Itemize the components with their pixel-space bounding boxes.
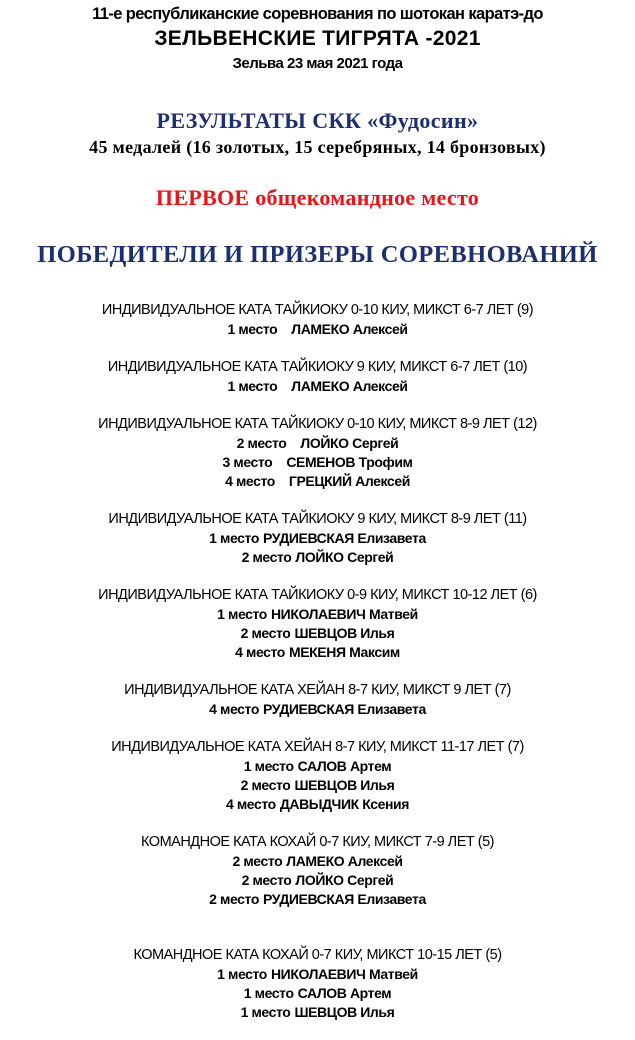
results-heading: РЕЗУЛЬТАТЫ СКК «Фудосин» (156, 108, 479, 133)
events-list (0, 300, 635, 1040)
winner-place: 1 место (227, 378, 278, 394)
winner-row (0, 852, 635, 871)
winner-place: 1 место (217, 606, 267, 622)
event-title: ИНДИВИДУАЛЬНОЕ КАТА ХЕЙАН 8-7 КИУ, МИКСТ 11-17 ЛЕТ (7) (111, 739, 524, 755)
competition-subtitle: 11-е республиканские соревнования по шотокан каратэ-до (92, 5, 543, 23)
winner-place: 1 место (227, 321, 278, 337)
winner-place: 2 место (209, 891, 259, 907)
event-block (0, 509, 635, 567)
winner-place: 2 место (240, 625, 291, 641)
event-block (0, 832, 635, 909)
winner-name: САЛОВ Артем (297, 985, 392, 1001)
winner-name: ЛАМЕКО Алексей (291, 378, 408, 394)
winner-name: НИКОЛАЕВИЧ Матвей (270, 966, 418, 982)
winner-name: НИКОЛАЕВИЧ Матвей (270, 606, 418, 622)
winner-row (0, 700, 635, 719)
event-title: ИНДИВИДУАЛЬНОЕ КАТА ТАЙКИОКУ 9 КИУ, МИКСТ 8-9 ЛЕТ (11) (108, 511, 527, 527)
winner-row (0, 472, 635, 491)
event-title: КОМАНДНОЕ КАТА КОХАЙ 0-7 КИУ, МИКСТ 7-9 ЛЕТ (5) (141, 834, 494, 850)
winner-row (0, 965, 635, 984)
event-title: ИНДИВИДУАЛЬНОЕ КАТА ТАЙКИОКУ 9 КИУ, МИКСТ 6-7 ЛЕТ (10) (107, 359, 528, 375)
winner-row (0, 871, 635, 890)
event-title: КОМАНДНОЕ КАТА КОХАЙ 0-7 КИУ, МИКСТ 10-15 ЛЕТ (5) (133, 947, 502, 963)
event-title: ИНДИВИДУАЛЬНОЕ КАТА ХЕЙАН 8-7 КИУ, МИКСТ 9 ЛЕТ (7) (124, 682, 511, 698)
winner-row (0, 453, 635, 472)
winner-name: ЛАМЕКО Алексей (286, 853, 403, 869)
competition-date: Зельва 23 мая 2021 года (232, 55, 403, 72)
winner-row (0, 643, 635, 662)
event-block (0, 414, 635, 491)
winner-name: ШЕВЦОВ Илья (294, 777, 395, 793)
winner-place: 3 место (222, 454, 273, 470)
winner-name: ЛОЙКО Сергей (300, 435, 399, 451)
winner-name: РУДИЕВСКАЯ Елизавета (262, 530, 426, 546)
winner-row (0, 624, 635, 643)
winner-name: САЛОВ Артем (297, 758, 392, 774)
team-place: ПЕРВОЕ общекомандное место (155, 185, 480, 210)
winner-place: 2 место (241, 549, 292, 565)
winner-name: ДАВЫДЧИК Ксения (279, 796, 410, 812)
event-block (0, 585, 635, 662)
winner-row (0, 320, 635, 339)
winner-row (0, 377, 635, 396)
winner-place: 4 место (235, 644, 285, 660)
winner-row (0, 776, 635, 795)
event-title: ИНДИВИДУАЛЬНОЕ КАТА ТАЙКИОКУ 0-10 КИУ, МИКСТ 8-9 ЛЕТ (12) (98, 416, 537, 432)
winner-row (0, 984, 635, 1003)
winner-row (0, 890, 635, 909)
winner-place: 2 место (232, 853, 283, 869)
winner-place: 4 место (209, 701, 259, 717)
winner-name: ЛОЙКО Сергей (295, 872, 394, 888)
winners-heading: ПОБЕДИТЕЛИ И ПРИЗЕРЫ СОРЕВНОВАНИЙ (37, 241, 598, 268)
winner-row (0, 757, 635, 776)
winner-name: СЕМЕНОВ Трофим (286, 454, 413, 470)
winner-name: ГРЕЦКИЙ Алексей (288, 473, 410, 489)
winner-place: 4 место (225, 473, 275, 489)
competition-title: ЗЕЛЬВЕНСКИЕ ТИГРЯТА -2021 (154, 27, 481, 50)
event-block (0, 357, 635, 396)
winner-name: ШЕВЦОВ Илья (294, 1004, 395, 1020)
winner-row (0, 548, 635, 567)
event-block (0, 945, 635, 1022)
winner-row (0, 529, 635, 548)
winner-place: 2 место (236, 435, 287, 451)
winner-name: ЛАМЕКО Алексей (291, 321, 408, 337)
winner-name: МЕКЕНЯ Максим (288, 644, 400, 660)
winner-name: РУДИЕВСКАЯ Елизавета (262, 891, 426, 907)
event-title: ИНДИВИДУАЛЬНОЕ КАТА ТАЙКИОКУ 0-10 КИУ, МИКСТ 6-7 ЛЕТ (9) (101, 302, 534, 318)
winner-name: ШЕВЦОВ Илья (294, 625, 395, 641)
winner-place: 2 место (240, 777, 291, 793)
winner-place: 2 место (241, 872, 292, 888)
winner-name: ЛОЙКО Сергей (295, 549, 394, 565)
winner-name: РУДИЕВСКАЯ Елизавета (262, 701, 426, 717)
event-block (0, 737, 635, 814)
winner-place: 1 место (243, 758, 294, 774)
event-block (0, 300, 635, 339)
winner-place: 1 место (243, 985, 294, 1001)
winner-place: 1 место (240, 1004, 291, 1020)
winner-row (0, 434, 635, 453)
medal-count: 45 медалей (16 золотых, 15 серебряных, 14 бронзовых) (89, 137, 546, 157)
event-block (0, 680, 635, 719)
winner-place: 4 место (225, 796, 276, 812)
winner-row (0, 605, 635, 624)
winner-row (0, 795, 635, 814)
event-title: ИНДИВИДУАЛЬНОЕ КАТА ТАЙКИОКУ 0-9 КИУ, МИКСТ 10-12 ЛЕТ (6) (98, 587, 537, 603)
winner-place: 1 место (217, 966, 267, 982)
winner-row (0, 1003, 635, 1022)
winner-place: 1 место (209, 530, 259, 546)
